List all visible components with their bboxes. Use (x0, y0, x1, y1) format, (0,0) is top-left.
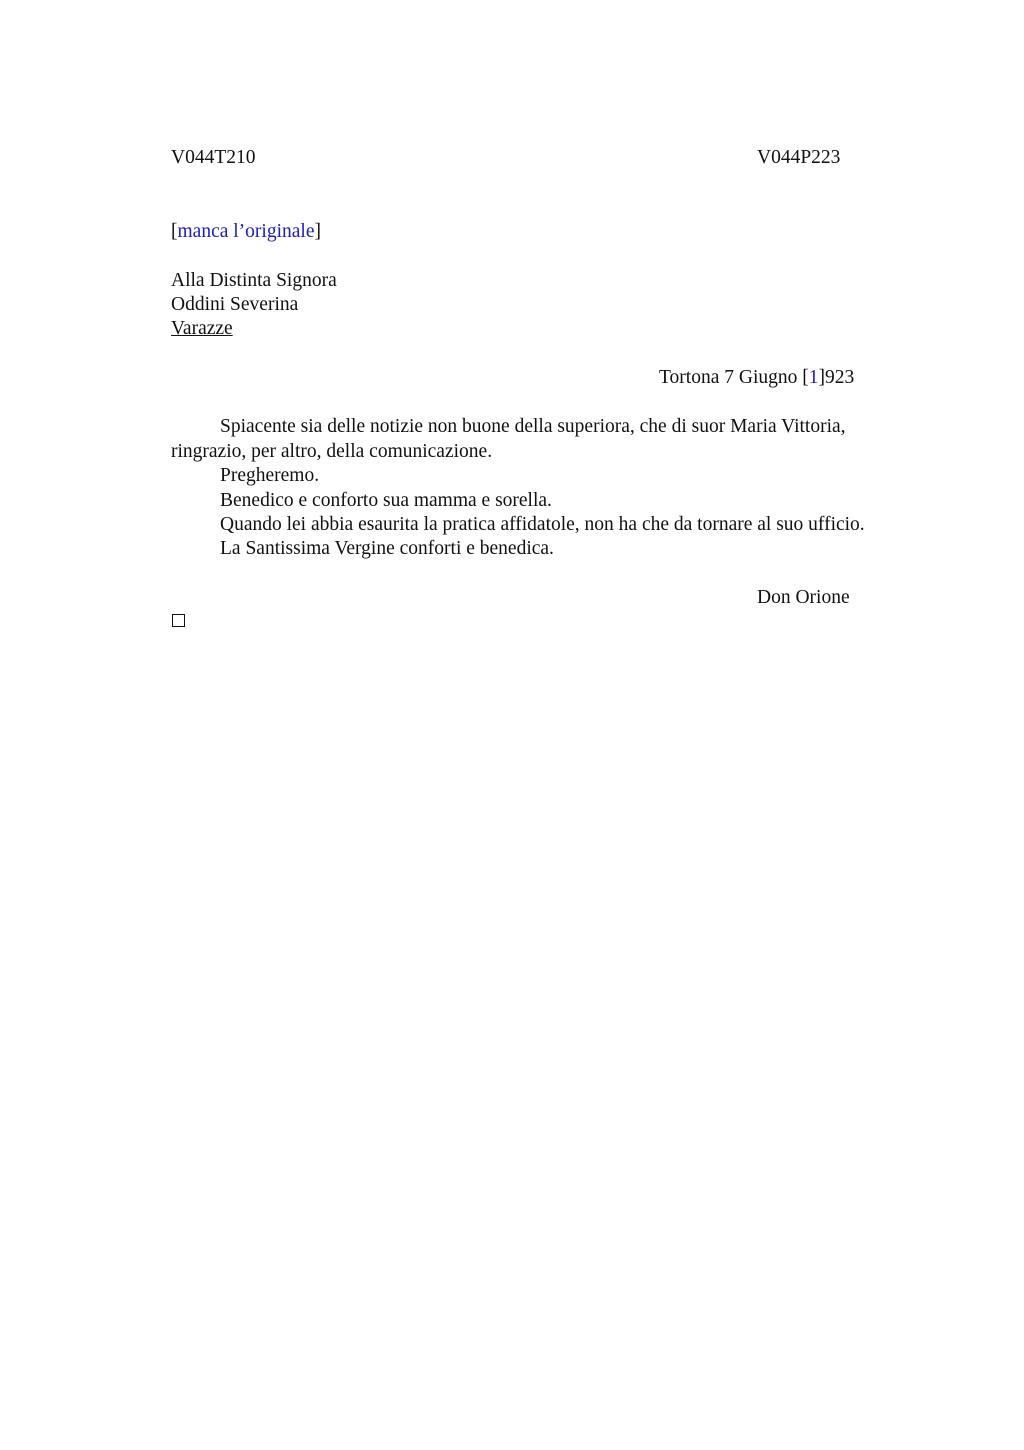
date-prefix: Tortona 7 Giugno (659, 367, 803, 388)
body-paragraph-5: La Santissima Vergine conforti e benedica. (220, 538, 554, 559)
signature: Don Orione (757, 587, 850, 608)
date-inserted-digit: 1 (808, 367, 819, 388)
note-text: manca l’originale (177, 221, 315, 242)
recipient-city: Varazze (171, 318, 233, 339)
date-suffix: 923 (825, 367, 855, 388)
letter-date (659, 366, 854, 390)
date-close-bracket: ] (818, 367, 825, 388)
body-paragraph-4: Quando lei abbia esaurita la pratica affidatole, non ha che da tornare al suo ufficio. (220, 514, 865, 535)
recipient-line-2: Oddini Severina (171, 294, 299, 315)
body-paragraph-2: Pregheremo. (220, 465, 320, 486)
note-close-bracket: ] (314, 221, 321, 242)
document-code-right: V044P223 (757, 147, 841, 168)
note-open-bracket: [ (171, 221, 178, 242)
body-paragraph-3: Benedico e conforto sua mamma e sorella. (220, 490, 552, 511)
recipient-line-1: Alla Distinta Signora (171, 270, 337, 291)
body-paragraph-1: Spiacente sia delle notizie non buone della superiora, che di suor Maria Vittoria, ringrazio, per altro, della comunicazione. (171, 416, 846, 462)
editorial-note (171, 220, 321, 244)
date-open-bracket: [ (802, 367, 809, 388)
document-code-left: V044T210 (171, 147, 256, 168)
square-marker-icon (172, 614, 185, 627)
